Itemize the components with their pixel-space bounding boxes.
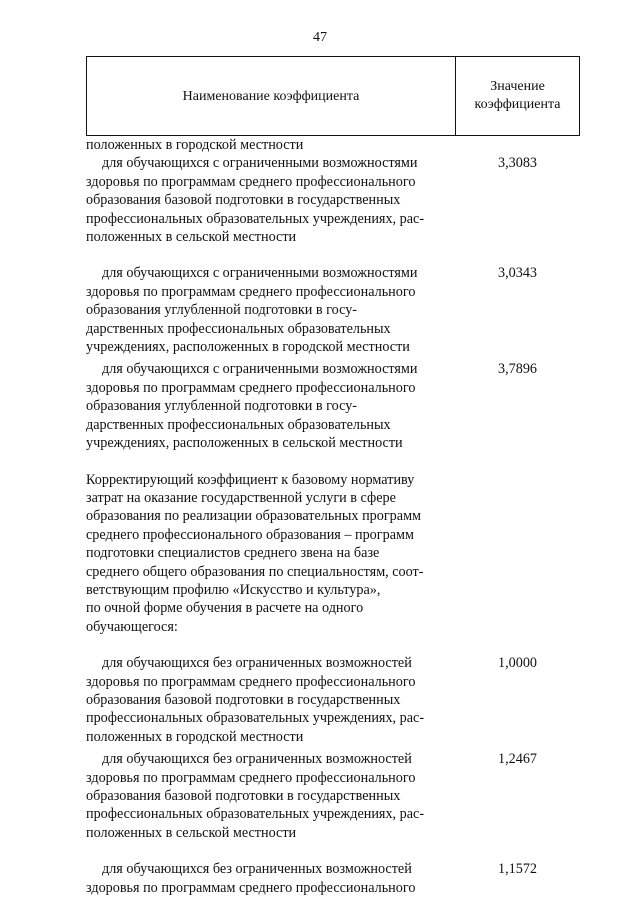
row-name [86, 154, 455, 246]
row-line: дарственных профессиональных образовательных [86, 416, 391, 433]
row-line: для обучающихся без ограниченных возможностей [102, 751, 412, 768]
row-line: образования базовой подготовки в государственных [86, 192, 401, 209]
header-value-column [456, 57, 579, 135]
table-row [86, 360, 580, 452]
row-line: образования по реализации образовательных программ [86, 508, 422, 525]
row-line: образования базовой подготовки в государственных [86, 788, 401, 804]
row-value: 3,3083 [497, 155, 537, 172]
row-value: 3,7896 [497, 361, 537, 378]
row-line: обучающегося: [86, 618, 178, 635]
row-line: среднего профессионального образования – программ [86, 526, 414, 543]
row-line: для обучающихся без ограниченных возможностей [102, 655, 412, 672]
row-line: образования базовой подготовки в государственных [86, 691, 401, 708]
row-line: образования углубленной подготовки в госу- [86, 302, 358, 319]
row-line: образования углубленной подготовки в госу- [86, 398, 358, 415]
page-number: 47 [313, 30, 327, 45]
header-value-line-2: коэффициента [474, 97, 561, 112]
table-row [86, 471, 580, 637]
row-value [455, 471, 580, 637]
row-line: здоровья по программам среднего профессионального [86, 283, 416, 300]
table-row [86, 654, 580, 746]
row-line: положенных в городской местности [86, 137, 304, 153]
row-line: ветствующим профилю «Искусство и культура», [86, 581, 381, 598]
row-line: здоровья по программам среднего профессионального [86, 379, 416, 396]
table-row [86, 136, 580, 154]
row-line: Корректирующий коэффициент к базовому нормативу [86, 471, 415, 488]
row-line: для обучающихся с ограниченными возможностями [102, 155, 418, 172]
row-line: положенных в городской местности [86, 728, 304, 745]
header-value-line-1: Значение [490, 79, 545, 94]
row-line: здоровья по программам среднего профессионального [86, 769, 416, 786]
row-name [86, 360, 455, 452]
row-line: здоровья по программам среднего профессионального [86, 673, 416, 690]
table-body [86, 136, 580, 897]
row-name [86, 264, 455, 356]
row-line: для обучающихся без ограниченных возможностей [102, 861, 412, 878]
row-line: дарственных профессиональных образовательных [86, 320, 391, 337]
row-name [86, 860, 455, 897]
row-line: затрат на оказание государственной услуги в сфере [86, 489, 396, 506]
row-value: 1,1572 [497, 861, 537, 878]
row-name [86, 471, 455, 637]
table-row [86, 860, 580, 897]
row-line: положенных в сельской местности [86, 824, 297, 841]
row-line: подготовки специалистов среднего звена на базе [86, 545, 380, 562]
row-line: для обучающихся с ограниченными возможностями [102, 361, 418, 378]
row-line: учреждениях, расположенных в городской местности [86, 339, 410, 356]
header-name-column: Наименование коэффициента [87, 57, 456, 135]
row-line: здоровья по программам среднего профессионального [86, 879, 416, 896]
table-row [86, 750, 580, 842]
table-row [86, 264, 580, 356]
coefficient-table [86, 56, 580, 897]
row-line: профессиональных образовательных учреждениях, рас- [86, 710, 425, 727]
table-row [86, 154, 580, 246]
row-value: 1,0000 [497, 655, 537, 672]
row-value: 3,0343 [497, 265, 537, 282]
row-line: для обучающихся с ограниченными возможностями [102, 265, 418, 282]
row-line: здоровья по программам среднего профессионального [86, 173, 416, 190]
row-name [86, 136, 455, 154]
row-line: положенных в сельской местности [86, 229, 297, 246]
row-name [86, 654, 455, 746]
row-line: профессиональных образовательных учреждениях, рас- [86, 806, 425, 823]
table-header [86, 56, 580, 136]
row-name [86, 750, 455, 842]
row-line: среднего общего образования по специальностям, соот- [86, 563, 424, 580]
row-line: учреждениях, расположенных в сельской местности [86, 435, 403, 452]
row-line: по очной форме обучения в расчете на одного [86, 600, 364, 617]
row-value: 1,2467 [497, 751, 537, 768]
row-line: профессиональных образовательных учреждениях, рас- [86, 210, 425, 227]
row-value [455, 136, 580, 154]
